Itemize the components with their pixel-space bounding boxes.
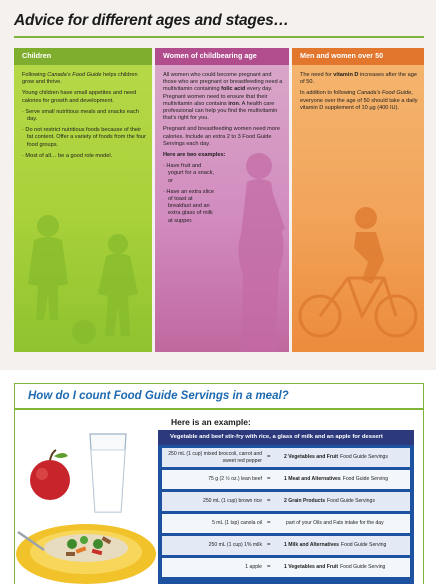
row-result: 1 Meat and Alternatives Food Guide Serving <box>284 476 389 483</box>
table-row <box>162 536 410 555</box>
women-bullet: · Have an extra slice of toast at breakfast and an extra glass of milk at supper. <box>163 188 214 224</box>
children-paragraph-1: Following Canada’s Food Guide helps children grow and thrive. <box>22 72 138 86</box>
children-heading: Children <box>14 48 152 65</box>
meal-heading: Vegetable and beef stir-fry with rice, a glass of milk and an apple for dessert <box>158 430 414 445</box>
meal-plate-image <box>14 420 156 584</box>
women-paragraph-1: All women who could become pregnant and those who are pregnant or breastfeeding need a multivitamin containing folic acid every day. Pregnant women need to ensure that their multivitamin also contains iron. A health care professional can help you find the multivitamin that’s right for you. <box>163 72 283 122</box>
row-amount: 250 mL (1 cup) mixed broccoli, carrot and sweet red pepper <box>168 451 262 464</box>
row-amount: 250 mL (1 cup) brown rice <box>203 498 262 505</box>
table-row <box>162 492 410 511</box>
over-50-body <box>300 72 418 116</box>
over-50-heading: Men and women over 50 <box>292 48 424 65</box>
row-result: 1 Milk and Alternatives Food Guide Serving <box>284 542 387 549</box>
children-paragraph-2: Young children have small appetites and need calories for growth and development. <box>22 90 137 104</box>
women-bullet: · Have fruit and yogurt for a snack, or <box>163 163 215 184</box>
row-result: part of your Oils and Fats intake for the day <box>286 520 384 527</box>
women-body <box>163 72 283 229</box>
servings-section-title: How do I count Food Guide Servings in a meal? <box>28 390 289 402</box>
table-row <box>162 448 410 467</box>
row-amount: 250 mL (1 cup) 1% milk <box>208 542 262 549</box>
over-50-paragraph-1: The need for vitamin D increases after the age of 50. <box>300 72 417 86</box>
table-row <box>162 514 410 533</box>
children-bullet: · Do not restrict nutritious foods because of their fat content. Offer a variety of foods from the four food groups. <box>22 127 146 148</box>
row-equals: = <box>267 564 271 570</box>
servings-title-rule <box>14 408 424 410</box>
row-amount: 75 g (2 ½ oz.) lean beef <box>208 476 262 483</box>
over-50-column <box>292 48 424 352</box>
row-amount: 5 mL (1 tsp) canola oil <box>212 520 262 527</box>
section-title: Advice for different ages and stages… <box>14 12 289 29</box>
examples-heading: Here are two examples: <box>163 152 226 159</box>
servings-example-table <box>158 430 414 584</box>
children-body <box>22 72 146 164</box>
row-equals: = <box>267 542 271 548</box>
children-column <box>14 48 152 352</box>
row-equals: = <box>267 476 271 482</box>
children-bullet: · Most of all… be a good role model. <box>22 152 113 159</box>
title-rule <box>14 36 424 38</box>
row-result: 2 Grain Products Food Guide Servings <box>284 498 375 505</box>
row-result: 1 Vegetables and Fruit Food Guide Serving <box>284 564 386 571</box>
children-bullet: · Serve small nutritious meals and snacks each day. <box>22 108 139 123</box>
over-50-paragraph-2: In addition to following Canada’s Food Guide, everyone over the age of 50 should take a daily vitamin D supplement of 10 µg (400 IU). <box>300 90 418 111</box>
row-equals: = <box>267 520 271 526</box>
row-equals: = <box>267 498 271 504</box>
women-heading: Women of childbearing age <box>155 48 289 65</box>
women-column <box>155 48 289 352</box>
example-label: Here is an example: <box>171 417 251 427</box>
row-result: 2 Vegetables and Fruit Food Guide Servings <box>284 454 388 461</box>
row-equals: = <box>267 454 271 460</box>
table-row <box>162 558 410 577</box>
table-row <box>162 470 410 489</box>
row-amount: 1 apple <box>245 564 262 571</box>
women-paragraph-2: Pregnant and breastfeeding women need more calories. Include an extra 2 to 3 Food Guide Servings each day. <box>163 126 280 147</box>
